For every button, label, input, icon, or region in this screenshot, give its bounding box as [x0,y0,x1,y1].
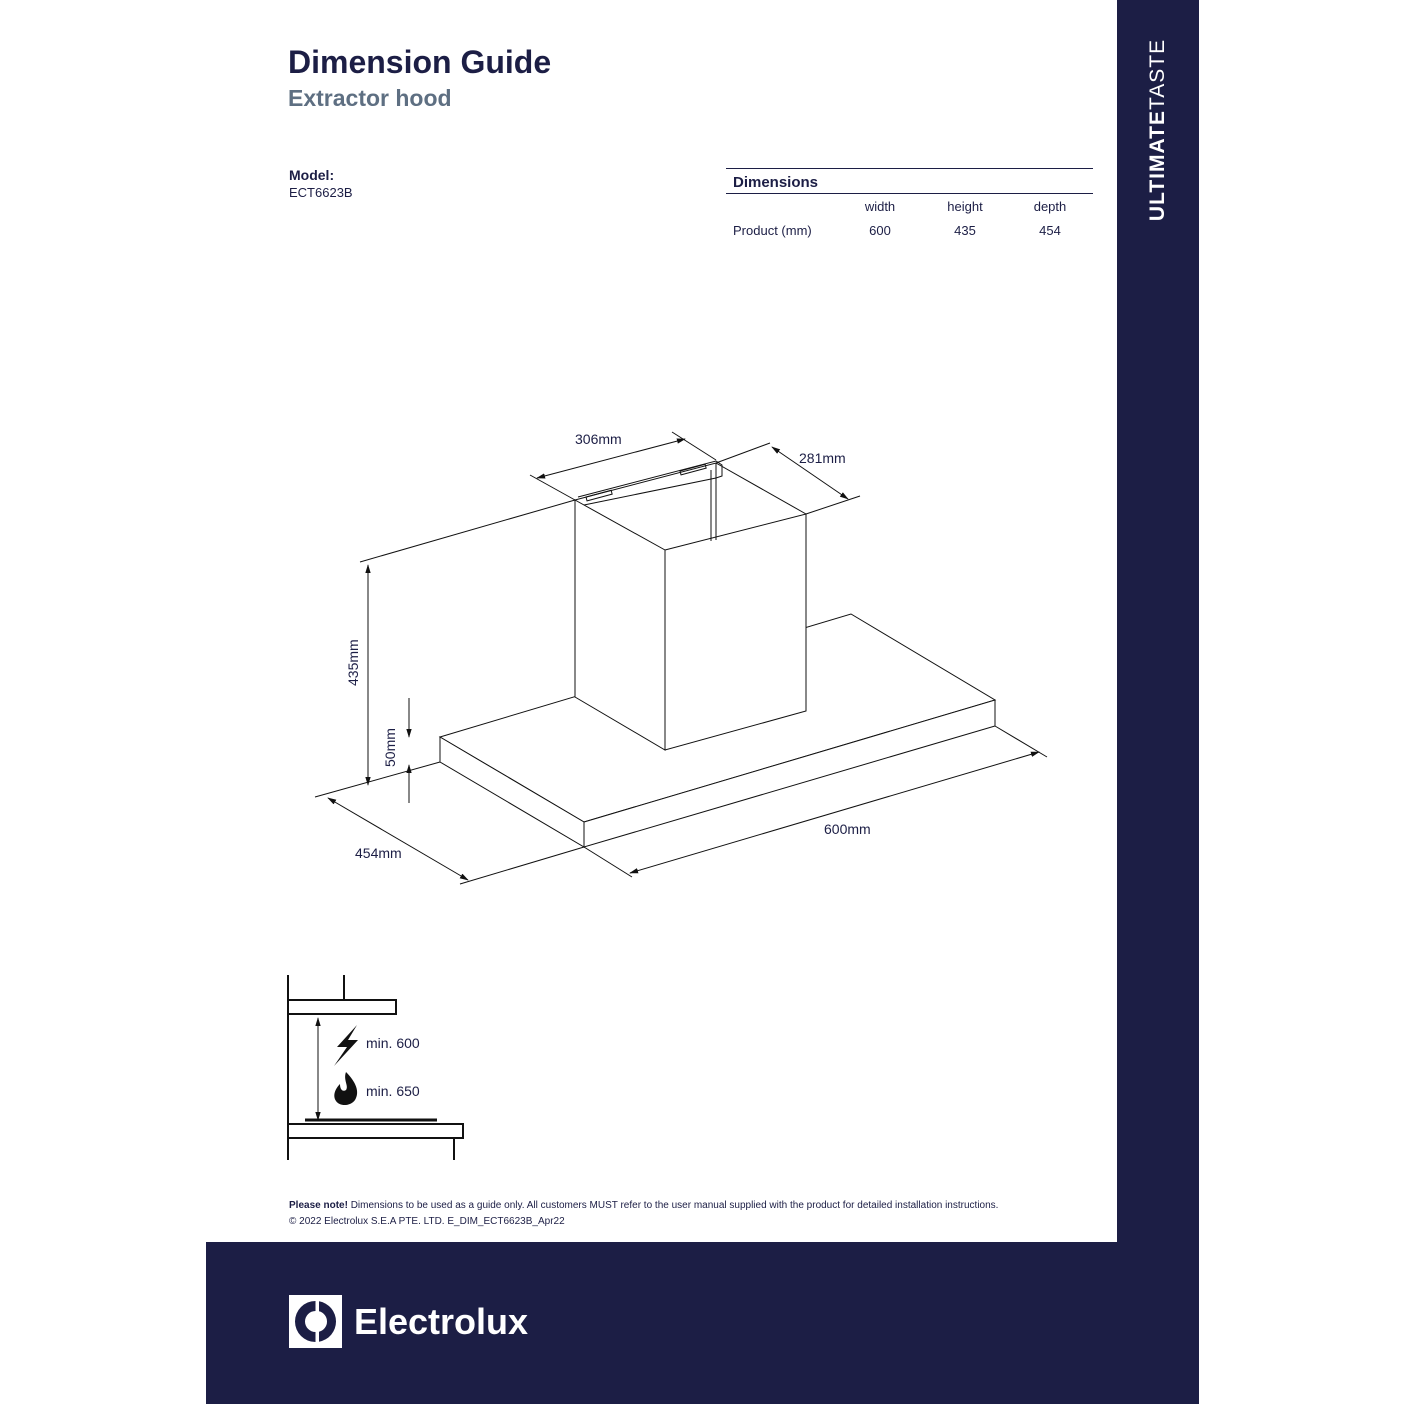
hood-shape [288,1000,396,1014]
page-subtitle: Extractor hood [288,85,452,111]
label-50: 50mm [382,728,398,767]
ext-line-bottom-left [315,762,440,797]
ext-line-bottom-front [460,847,584,884]
ext-line-306-left [530,475,575,500]
ext-line-width-left [584,847,632,877]
bracket-slot-2 [680,464,706,475]
dimensions-heading: Dimensions [733,174,819,191]
clearance-gas-label: min. 650 [366,1083,420,1099]
value-depth: 454 [1039,223,1061,238]
label-435: 435mm [345,639,361,686]
dim-arrow-454 [328,798,468,880]
model-label: Model: [289,167,335,183]
label-600: 600mm [824,821,871,837]
ext-line-281-top [716,443,770,463]
model-value: ECT6623B [289,185,353,200]
ext-line-width-right [995,726,1047,757]
footer-note: Please note! Dimensions to be used as a guide only. All customers MUST refer to the user manual supplied with the product for detailed installation instructions. [289,1200,999,1211]
col-header-width: width [864,199,896,214]
col-header-height: height [947,199,983,214]
label-306: 306mm [575,431,622,447]
value-width: 600 [869,223,891,238]
ext-line-281-bottom [806,496,860,514]
cooktop-shape [288,1124,463,1138]
electrolux-logo-icon [289,1295,342,1348]
ext-line-top [360,500,575,562]
brand-name: Electrolux [354,1300,529,1342]
clearance-diagram [288,975,463,1160]
clearance-electric-label: min. 600 [366,1035,420,1051]
row-label-product: Product (mm) [733,223,812,238]
col-header-depth: depth [1033,199,1067,214]
flame-icon [334,1072,357,1105]
lightning-icon [334,1025,358,1066]
electrolux-logo [289,1295,528,1348]
label-281: 281mm [799,450,846,466]
value-height: 435 [954,223,976,238]
copyright: © 2022 Electrolux S.E.A PTE. LTD. E_DIM_ECT6623B_Apr22 [289,1216,565,1227]
label-454: 454mm [355,845,402,861]
chimney-front-face [665,514,806,750]
page-title: Dimension Guide [288,44,552,80]
side-band-text: ULTIMATETASTE [1146,38,1169,222]
ext-line-306-right [672,432,716,460]
